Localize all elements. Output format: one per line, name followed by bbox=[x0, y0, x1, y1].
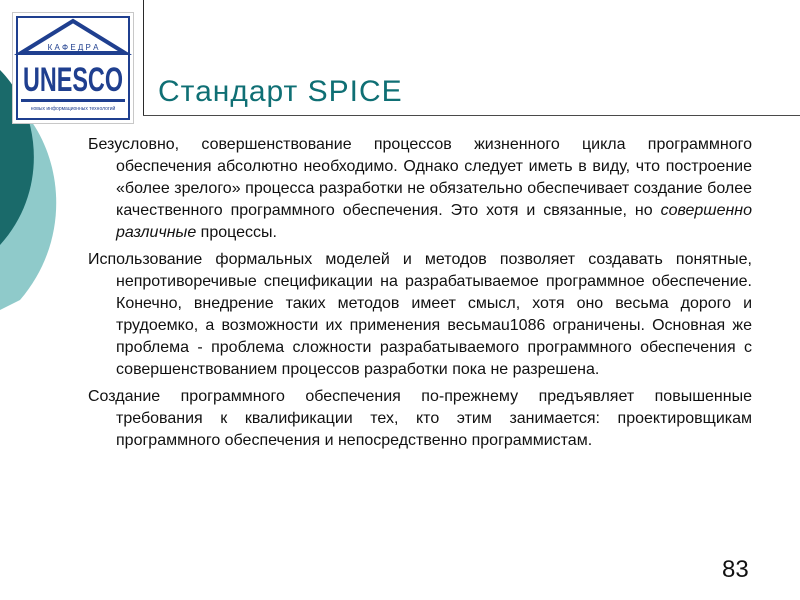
slide-title: Стандарт SPICE bbox=[158, 75, 403, 108]
logo-bottom-text: новых информационных технологий bbox=[30, 106, 116, 112]
logo-top-text: К А Ф Е Д Р А bbox=[47, 43, 99, 52]
title-horizontal-divider bbox=[143, 115, 800, 116]
paragraph-1 bbox=[88, 134, 752, 244]
slide-body bbox=[88, 134, 752, 457]
paragraph-2 bbox=[88, 249, 752, 381]
paragraph-1-tail: процессы. bbox=[196, 224, 277, 241]
paragraph-3 bbox=[88, 386, 752, 452]
paragraph-3-text: Создание программного обеспечения по-прежнему предъявляет повышенные требования к квалификации тех, кто этим занимается: проектировщикам программного обеспечения и непосредственно программистам. bbox=[88, 388, 752, 449]
paragraph-1-emphasis: совершенно различные bbox=[116, 202, 752, 241]
logo-main-text: UNESCO bbox=[23, 61, 123, 99]
unesco-chair-logo bbox=[12, 12, 134, 124]
title-vertical-divider bbox=[143, 0, 144, 115]
paragraph-2-text: Использование формальных моделей и методов позволяет создавать понятные, непротиворечивые спецификации на разрабатываемое программное обеспечение. Конечно, внедрение таких методов имеет смысл, хотя оно весьма дорого и трудоемко, а возможности их применения весьмаu1086 ограничены. Основная же проблема - проблема сложности разрабатываемого программного обеспечения с совершенствованием процессов разработки пока не разрешена. bbox=[88, 251, 752, 378]
paragraph-1-text: Безусловно, совершенствование процессов жизненного цикла программного обеспечения абсолютно необходимо. Однако следует иметь в виду, что построение «более зрелого» процесса разработки не обязательно обеспечивает создание более качественного программного обеспечения. Это хотя и связанные, но bbox=[88, 136, 752, 219]
page-number: 83 bbox=[722, 556, 749, 583]
logo-graphic bbox=[13, 13, 133, 123]
